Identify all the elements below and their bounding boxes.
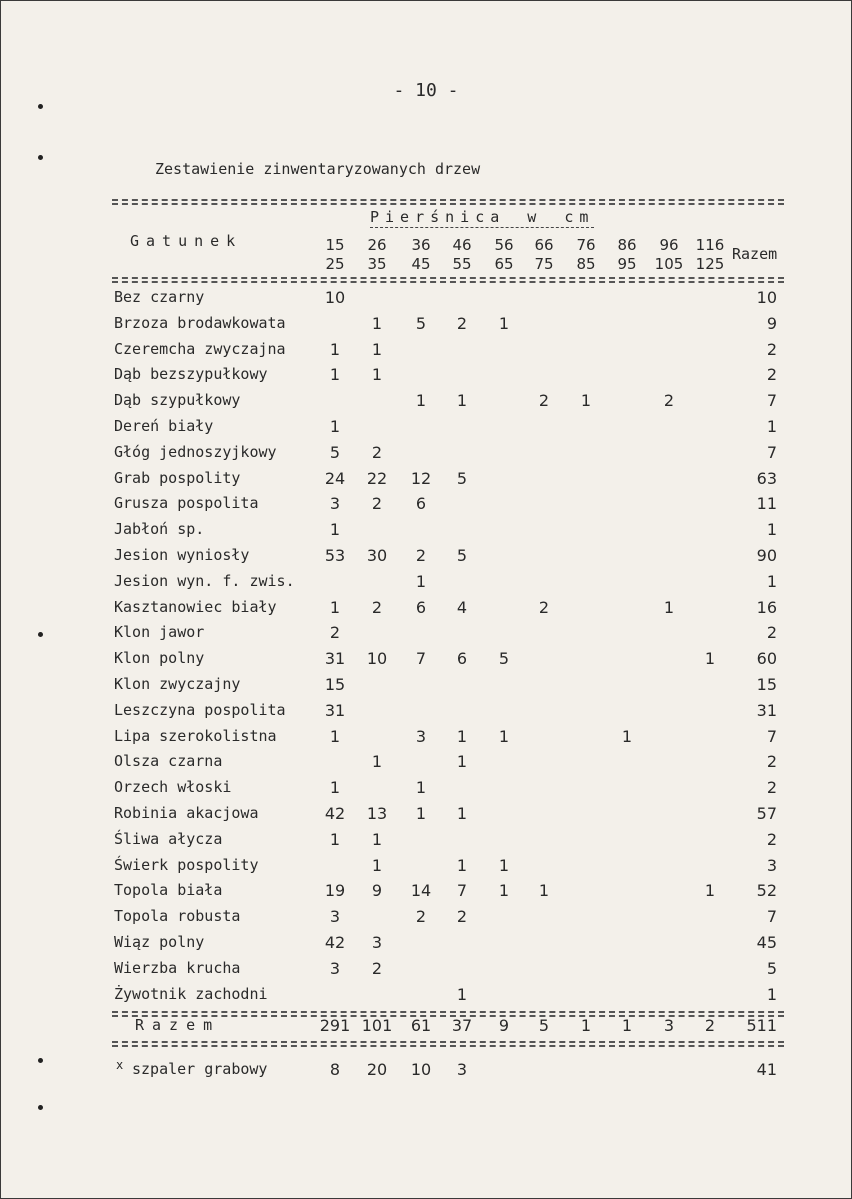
range-from: 26 [367, 236, 387, 254]
count-cell: 1 [415, 804, 427, 823]
header-razem: Razem [732, 245, 778, 263]
table-row [0, 959, 852, 985]
count-cell: 1 [415, 571, 427, 591]
count-cell: 20 [366, 1060, 388, 1079]
row-total: 7 [766, 726, 777, 746]
count-cell: 5 [498, 649, 510, 669]
diameter-range [313, 236, 357, 274]
diameter-range [647, 236, 691, 274]
count-cell: 7 [456, 881, 468, 901]
count-cell: 2 [456, 313, 468, 333]
count-cell: 3 [329, 494, 341, 514]
count-cell: 2 [371, 494, 383, 514]
punch-hole [38, 1105, 43, 1110]
count-cell: 2 [456, 907, 468, 927]
range-from: 86 [617, 236, 637, 254]
range-from: 76 [576, 236, 596, 254]
count-cell: 14 [410, 881, 432, 901]
page-title: Zestawienie zinwentaryzowanych drzew [155, 160, 481, 178]
species-name: Klon jawor [114, 623, 205, 642]
count-cell: 3 [329, 958, 341, 978]
range-to: 35 [367, 255, 387, 273]
range-to: 125 [695, 255, 725, 273]
count-cell: 8 [329, 1060, 341, 1079]
species-name: Bez czarny [114, 288, 205, 306]
species-name: Kasztanowiec biały [114, 597, 277, 616]
count-cell: 1 [329, 726, 341, 746]
species-name: Lipa szerokolistna [114, 726, 277, 745]
species-name: Głóg jednoszyjkowy [114, 442, 277, 461]
row-total: 3 [766, 855, 777, 875]
count-cell: 1 [456, 984, 468, 1004]
count-cell: 10 [366, 649, 388, 669]
count-cell: 42 [324, 933, 346, 952]
diameter-range [482, 236, 526, 274]
species-name: Brzoza brodawkowata [114, 313, 286, 332]
header-piersnica: Pierśnica w cm [370, 208, 595, 226]
count-cell: 2 [329, 623, 341, 643]
page-number: - 10 - [393, 80, 459, 101]
range-from: 46 [452, 236, 472, 254]
count-cell: 1 [621, 1016, 633, 1035]
count-cell: 2 [538, 391, 550, 411]
table-row [0, 1016, 852, 1042]
count-cell: 5 [329, 442, 341, 462]
count-cell: 1 [456, 726, 468, 746]
table-top-rule [112, 199, 784, 205]
count-cell: 1 [371, 829, 383, 849]
count-cell: 1 [371, 339, 383, 359]
count-cell: 1 [371, 752, 383, 772]
count-cell: 3 [415, 726, 427, 746]
species-name: Wierzba krucha [114, 958, 241, 977]
range-from: 56 [494, 236, 514, 254]
table-row [0, 804, 852, 830]
header-bottom-rule [112, 277, 784, 283]
row-total: 2 [766, 752, 777, 772]
count-cell: 1 [371, 365, 383, 385]
species-name: Jesion wyniosły [114, 546, 250, 564]
count-cell: 10 [324, 288, 346, 307]
count-cell: 2 [371, 597, 383, 617]
count-cell: 1 [329, 597, 341, 617]
table-row [0, 494, 852, 520]
row-total: 63 [756, 468, 777, 488]
table-row [0, 623, 852, 649]
count-cell: 1 [663, 597, 675, 617]
table-row [0, 727, 852, 753]
punch-hole [38, 104, 43, 109]
row-total: 7 [766, 442, 777, 462]
footnote-marker: x [116, 1058, 124, 1072]
count-cell: 1 [580, 391, 592, 411]
count-cell: 1 [371, 855, 383, 875]
count-cell: 1 [498, 855, 510, 875]
count-cell: 22 [366, 468, 388, 488]
species-name: Dereń biały [114, 417, 214, 435]
table-row [0, 701, 852, 727]
row-total: 45 [756, 933, 777, 952]
species-name: Grusza pospolita [114, 494, 259, 513]
count-cell: 1 [415, 391, 427, 411]
count-cell: 53 [324, 546, 346, 565]
count-cell: 1 [329, 520, 341, 540]
table-row [0, 546, 852, 572]
range-from: 66 [534, 236, 554, 254]
count-cell: 5 [456, 468, 468, 488]
count-cell: 2 [371, 442, 383, 462]
table-row [0, 907, 852, 933]
count-cell: 1 [498, 881, 510, 901]
table-row [0, 881, 852, 907]
species-name: Klon zwyczajny [114, 675, 241, 693]
range-to: 95 [617, 255, 637, 273]
count-cell: 1 [621, 726, 633, 746]
row-total: 11 [756, 494, 777, 514]
count-cell: 1 [456, 804, 468, 823]
range-to: 45 [411, 255, 431, 273]
species-name: Grab pospolity [114, 468, 241, 487]
table-row [0, 288, 852, 314]
count-cell: 7 [415, 649, 427, 669]
count-cell: 9 [371, 881, 383, 901]
species-name: Topola robusta [114, 907, 241, 926]
count-cell: 1 [329, 829, 341, 849]
table-row [0, 778, 852, 804]
count-cell: 1 [704, 649, 716, 669]
count-cell: 2 [663, 391, 675, 411]
range-to: 55 [452, 255, 472, 273]
table-row [0, 340, 852, 366]
row-total: 31 [756, 700, 777, 720]
species-name: Czeremcha zwyczajna [114, 339, 286, 358]
count-cell: 3 [329, 907, 341, 927]
table-row [0, 598, 852, 624]
count-cell: 1 [498, 313, 510, 333]
species-name: Orzech włoski [114, 778, 232, 797]
table-row [0, 365, 852, 391]
count-cell: 1 [704, 881, 716, 901]
punch-hole [38, 155, 43, 160]
count-cell: 1 [580, 1016, 592, 1035]
species-name: Robinia akacjowa [114, 804, 259, 822]
row-total: 1 [766, 571, 777, 591]
table-row [0, 443, 852, 469]
count-cell: 2 [538, 597, 550, 617]
diameter-range [564, 236, 608, 274]
species-name: Dąb szypułkowy [114, 391, 241, 410]
count-cell: 37 [451, 1016, 473, 1035]
count-cell: 1 [456, 855, 468, 875]
count-cell: 19 [324, 881, 346, 901]
species-name: Wiąz polny [114, 933, 205, 951]
row-total: 90 [756, 546, 777, 565]
row-total: 9 [766, 313, 777, 333]
count-cell: 3 [456, 1060, 468, 1079]
count-cell: 2 [704, 1016, 716, 1035]
count-cell: 10 [410, 1060, 432, 1079]
count-cell: 1 [329, 778, 341, 798]
table-row [0, 469, 852, 495]
row-total: 52 [756, 881, 777, 901]
row-total: 2 [766, 365, 777, 385]
species-name: Jabłoń sp. [114, 520, 205, 539]
diameter-range [522, 236, 566, 274]
table-row [0, 314, 852, 340]
species-name: Dąb bezszypułkowy [114, 365, 268, 384]
count-cell: 1 [329, 417, 341, 436]
diameter-range [440, 236, 484, 274]
range-to: 25 [325, 255, 345, 273]
table-row [0, 985, 852, 1011]
diameter-range [355, 236, 399, 274]
summary-label: Razem [135, 1016, 221, 1034]
count-cell: 1 [498, 726, 510, 746]
count-cell: 101 [361, 1016, 393, 1035]
count-cell: 61 [410, 1016, 432, 1035]
species-name: Żywotnik zachodni [114, 984, 268, 1003]
table-row [0, 572, 852, 598]
count-cell: 13 [366, 804, 388, 823]
summary-bottom-rule [112, 1041, 784, 1047]
row-total: 2 [766, 339, 777, 359]
species-name: Leszczyna pospolita [114, 700, 286, 719]
species-name: Topola biała [114, 881, 223, 900]
row-total: 2 [766, 829, 777, 849]
row-total: 511 [746, 1016, 777, 1035]
count-cell: 24 [324, 468, 346, 488]
count-cell: 30 [366, 546, 388, 565]
row-total: 2 [766, 623, 777, 643]
table-row [0, 752, 852, 778]
species-name: Olsza czarna [114, 752, 223, 771]
row-total: 5 [766, 958, 777, 978]
count-cell: 5 [415, 313, 427, 333]
count-cell: 31 [324, 649, 346, 669]
count-cell: 5 [538, 1016, 550, 1035]
range-to: 65 [494, 255, 514, 273]
species-name: Świerk pospolity [114, 855, 259, 874]
count-cell: 6 [415, 597, 427, 617]
count-cell: 31 [324, 700, 346, 720]
count-cell: 5 [456, 546, 468, 565]
count-cell: 2 [415, 546, 427, 565]
count-cell: 6 [456, 649, 468, 669]
range-to: 105 [654, 255, 684, 273]
row-total: 15 [756, 675, 777, 694]
count-cell: 1 [329, 339, 341, 359]
count-cell: 15 [324, 675, 346, 694]
footnote-label: szpaler grabowy [132, 1060, 268, 1078]
count-cell: 2 [371, 958, 383, 978]
table-row [0, 391, 852, 417]
count-cell: 42 [324, 804, 346, 823]
table-row [0, 675, 852, 701]
row-total: 1 [766, 520, 777, 540]
row-total: 57 [756, 804, 777, 823]
row-total: 7 [766, 391, 777, 411]
species-name: Klon polny [114, 649, 205, 668]
range-from: 15 [325, 236, 345, 254]
row-total: 60 [756, 649, 777, 669]
table-row [0, 417, 852, 443]
row-total: 16 [756, 597, 777, 617]
range-from: 96 [659, 236, 679, 254]
row-total: 1 [766, 417, 777, 436]
count-cell: 12 [410, 468, 432, 488]
row-total: 2 [766, 778, 777, 798]
count-cell: 1 [456, 752, 468, 772]
table-row [0, 830, 852, 856]
diameter-range [605, 236, 649, 274]
table-row [0, 1060, 852, 1086]
table-row [0, 856, 852, 882]
count-cell: 1 [371, 313, 383, 333]
range-to: 75 [534, 255, 554, 273]
count-cell: 1 [329, 365, 341, 385]
count-cell: 3 [663, 1016, 675, 1035]
count-cell: 4 [456, 597, 468, 617]
table-row [0, 649, 852, 675]
table-row [0, 520, 852, 546]
species-name: Śliwa ałycza [114, 829, 223, 848]
row-total: 10 [756, 288, 777, 307]
count-cell: 1 [538, 881, 550, 901]
species-name: Jesion wyn. f. zwis. [114, 571, 295, 590]
row-total: 41 [756, 1060, 777, 1079]
count-cell: 1 [415, 778, 427, 798]
count-cell: 291 [319, 1016, 351, 1035]
count-cell: 6 [415, 494, 427, 514]
range-to: 85 [576, 255, 596, 273]
count-cell: 3 [371, 933, 383, 952]
range-from: 36 [411, 236, 431, 254]
count-cell: 2 [415, 907, 427, 927]
row-total: 1 [766, 984, 777, 1004]
table-row [0, 933, 852, 959]
range-from: 116 [695, 236, 725, 254]
row-total: 7 [766, 907, 777, 927]
count-cell: 9 [498, 1016, 510, 1035]
count-cell: 1 [456, 391, 468, 411]
diameter-range [688, 236, 732, 274]
header-gatunek: Gatunek [130, 232, 243, 250]
diameter-range [399, 236, 443, 274]
